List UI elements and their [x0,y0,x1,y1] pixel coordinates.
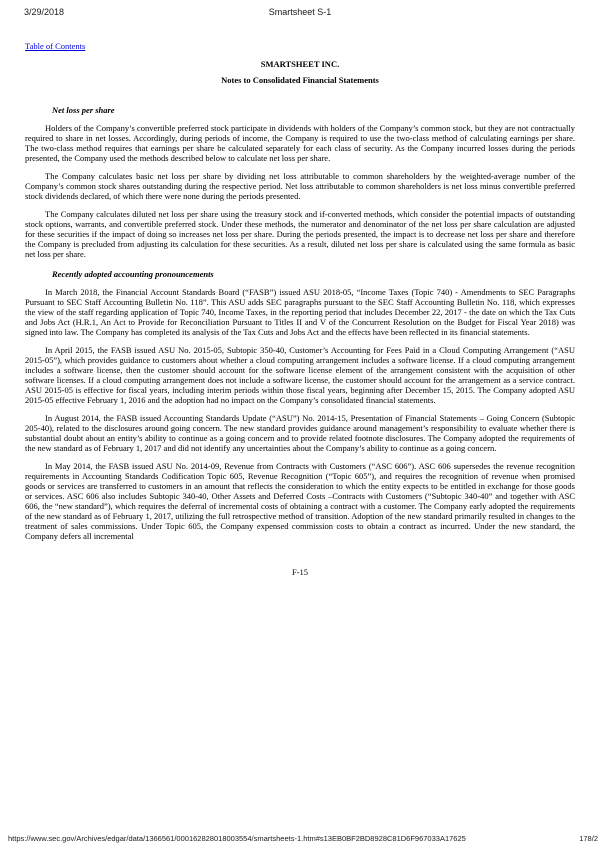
document-page [25,36,575,577]
paragraph: In March 2018, the Financial Account Standards Board (“FASB”) issued ASU 2018-05, “Income Taxes (Topic 740) - Amendments to SEC Paragraphs Pursuant to SEC Staff Accounting Bulletin No. 118”. This ASU adds SEC paragraphs pursuant to the SEC Staff Accounting Bulletin No. 118, which expresses the view of the staff regarding application of Topic 740, Income Taxes, in the reporting period that includes December 22, 2017 - the date on which the Tax Cuts and Jobs Act (H.R.1, An Act to Provide for Reconciliation Pursuant to Titles II and V of the Concurrent Resolution on the Budget for Fiscal Year 2018) was signed into law. The Company has completed its analysis of the Tax Cuts and Jobs Act and the effects have been reflected in its financial statements. [25,287,575,337]
page-number: F-15 [291,567,309,577]
paragraph: In August 2014, the FASB issued Accounting Standards Update (“ASU”) No. 2014-15, Presentation of Financial Statements – Going Concern (Subtopic 205-40), related to the disclosures around going concern. The new standard provides guidance around management’s responsibility to evaluate whether there is substantial doubt about an entity’s ability to continue as a going concern and to provide related footnote disclosures. The Company adopted the requirements of the new standard as of February 1, 2017 and did not identify any uncertainties about the Company’s ability to continue as a going concern. [25,413,575,453]
print-footer [8,834,598,843]
print-date: 3/29/2018 [24,7,65,17]
footer-url: https://www.sec.gov/Archives/edgar/data/1366561/000162828018003554/smartsheets-1.htm#s13EB0BF2BD8928C81D6F967033A17625 [8,834,466,843]
paragraph: The Company calculates basic net loss per share by dividing net loss attributable to common shareholders by the weighted-average number of the Company’s common stock shares outstanding during the respective period. Net loss attributable to common shareholders is net loss minus convertible preferred stock dividends declared, of which there were none during the periods presented. [25,171,575,201]
paragraph: Holders of the Company’s convertible preferred stock participate in dividends with holders of the Company’s common stock, but they are not contractually required to share in net losses. Accordingly, during periods of income, the Company is required to use the two-class method of calculating earnings per share. The two-class method requires that earnings per share be calculated separately for each class of security. As the Company incurred losses during the periods presented, the Company used the methods described below to calculate net loss per share. [25,123,575,163]
print-doc-title: Smartsheet S-1 [268,7,332,17]
print-header [24,7,576,19]
section-heading: Recently adopted accounting pronouncements [52,269,214,279]
paragraph: In May 2014, the FASB issued ASU No. 2014-09, Revenue from Contracts with Customers (“ASC 606”). ASC 606 supersedes the revenue recognition requirements in Accounting Standards Codification Topic 605, Revenue Recognition (“Topic 605”), and requires the recognition of revenue when promised goods or services are transferred to customers in an amount that reflects the consideration to which the entity expects to be entitled in exchange for those goods or services. ASC 606 also includes Subtopic 340-40, Other Assets and Deferred Costs –Contracts with Customers (“Subtopic 340-40” and together with ASC 606, the “new standard”), which requires the deferral of incremental costs of obtaining a contract with a customer. The Company early adopted the requirements of the new standard as of February 1, 2017, utilizing the full retrospective method of transition. Adoption of the new standard primarily resulted in changes to the treatment of sales commissions. Under Topic 605, the Company expensed commission costs to obtain a contract as incurred. Under the new standard, the Company defers all incremental [25,461,575,541]
footer-page-fraction: 178/2 [579,834,598,843]
paragraph: In April 2015, the FASB issued ASU No. 2015-05, Subtopic 350-40, Customer’s Accounting for Fees Paid in a Cloud Computing Arrangement (“ASU 2015-05”), which provides guidance to customers about whether a cloud computing arrangement includes a software license. If a cloud computing arrangement includes a software license, then the customer should account for the software license element of the arrangement consistent with the acquisition of other software licenses. If a cloud computing arrangement does not include a software license, the customer should account for the arrangement as a service contract. ASU 2015-05 is effective for fiscal years, including interim periods within those fiscal years, beginning after December 15, 2015. The Company adopted ASU 2015-05 effective February 1, 2016 and the adoption had no impact on the Company’s consolidated financial statements. [25,345,575,405]
company-title: SMARTSHEET INC. [260,59,340,69]
document-subtitle: Notes to Consolidated Financial Statements [221,75,379,85]
section-heading: Net loss per share [52,105,115,115]
paragraph: The Company calculates diluted net loss per share using the treasury stock and if-converted methods, which consider the potential impacts of outstanding stock options, warrants, and convertible preferred stock. Under these methods, the numerator and denominator of the net loss per share calculation are adjusted for these securities if the impact of doing so increases net loss per share. During the periods presented, the impact is to decrease net loss per share and therefore the Company is precluded from adjusting its calculation for these securities. As a result, diluted net loss per share is calculated using the same formula as basic net loss per share. [25,209,575,259]
table-of-contents-link[interactable]: Table of Contents [25,41,86,51]
document-blocks [25,105,575,541]
